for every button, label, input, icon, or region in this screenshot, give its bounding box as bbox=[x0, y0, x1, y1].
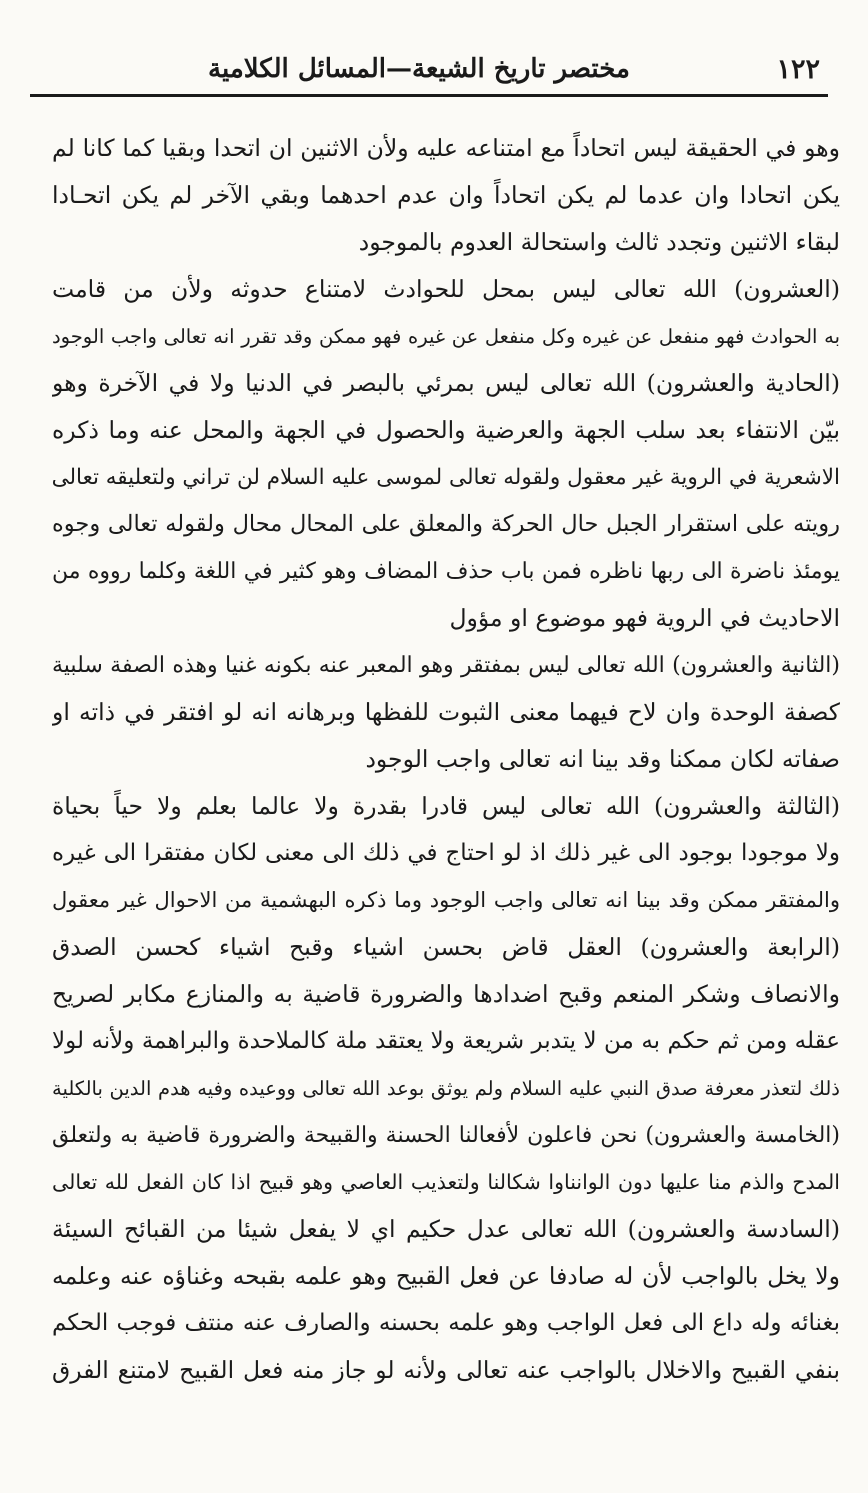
text-line: (السادسة والعشرون) الله تعالى عدل حكيم اي لا يفعل شيئا من القبائح السيئة bbox=[52, 1215, 840, 1243]
text-line: رويته على استقرار الجبل حال الحركة والمعلق على المحال محال ولقوله تعالى وجوه bbox=[52, 511, 840, 537]
text-line: (الثالثة والعشرون) الله تعالى ليس قادرا بقدرة ولا عالما بعلم ولا حياً بحياة bbox=[52, 792, 840, 820]
header-rule bbox=[30, 94, 828, 97]
text-line: به الحوادث فهو منفعل عن غيره وكل منفعل عن غيره فهو ممكن وقد تقرر انه تعالى واجب الوجود bbox=[52, 325, 840, 348]
text-line: (الرابعة والعشرون) العقل قاض بحسن اشياء وقبح اشياء كحسن الصدق bbox=[52, 933, 840, 961]
text-line: يومئذ ناضرة الى ربها ناظره فمن باب حذف المضاف وهو كثير في اللغة وكلما رووه من bbox=[52, 559, 840, 584]
running-title: مختصر تاريخ الشيعة—المسائل الكلامية bbox=[208, 54, 630, 84]
text-line: والمفتقر ممكن وقد بينا انه تعالى واجب الوجود وما ذكره البهشمية من الاحوال غير معقول bbox=[52, 888, 840, 912]
text-line: بغنائه وله داع الى فعل الواجب وهو علمه بحسنه والصارف عنه منتف فوجب الحكم bbox=[52, 1310, 840, 1336]
text-line: (الثانية والعشرون) الله تعالى ليس بمفتقر وهو المعبر عنه بكونه غنيا وهذه الصفة سلبية bbox=[52, 653, 840, 678]
text-line: وهو في الحقيقة ليس اتحاداً مع امتناعه عليه ولأن الاثنين ان اتحدا وبقيا كما كانا لم bbox=[52, 134, 840, 162]
text-line: الاحاديث في الروية فهو موضوع او مؤول bbox=[449, 604, 840, 632]
page-number: ١٢٢ bbox=[776, 54, 820, 85]
text-line: (العشرون) الله تعالى ليس بمحل للحوادث لامتناع حدوثه ولأن من قامت bbox=[52, 275, 840, 303]
text-line: الاشعرية في الروية غير معقول ولقوله تعالى لموسى عليه السلام لن تراني ولتعليقه تعالى bbox=[52, 465, 840, 490]
text-line: ولا يخل بالواجب لأن له صادفا عن فعل القبيح وهو علمه بقبحه وغناؤه عنه وعلمه bbox=[52, 1262, 840, 1290]
text-line: (الحادية والعشرون) الله تعالى ليس بمرئي بالبصر في الدنيا ولا في الآخرة وهو bbox=[52, 369, 840, 397]
text-line: والانصاف وشكر المنعم وقبح اضدادها والضرورة قاضية به والمنازع مكابر لصريح bbox=[52, 980, 840, 1008]
text-line: عقله ومن ثم حكم به من لا يتدبر شريعة ولا يعتقد ملة كالملاحدة والبراهمة ولأنه لولا bbox=[52, 1028, 840, 1054]
text-line: كصفة الوحدة وان لاح فيهما معنى الثبوت للفظها وبرهانه انه لو افتقر في ذاته او bbox=[52, 698, 840, 726]
page-header bbox=[30, 48, 830, 92]
text-line: صفاته لكان ممكنا وقد بينا انه تعالى واجب الوجود bbox=[365, 745, 840, 773]
text-line: ولا موجودا بوجود الى غير ذلك اذ لو احتاج في ذلك الى معنى لكان مفتقرا الى غيره bbox=[52, 840, 840, 866]
text-line: (الخامسة والعشرون) نحن فاعلون لأفعالنا الحسنة والقبيحة والضرورة قاضية به ولتعلق bbox=[52, 1123, 840, 1148]
text-line: بيّن الانتفاء بعد سلب الجهة والعرضية والحصول في الجهة والمحل عنه وما ذكره bbox=[52, 416, 840, 444]
text-line: يكن اتحادا وان عدما لم يكن اتحاداً وان عدم احدهما وبقي الآخر لم يكن اتحـادا bbox=[52, 181, 840, 209]
text-line: بنفي القبيح والاخلال بالواجب عنه تعالى ولأنه لو جاز منه فعل القبيح لامتنع الفرق bbox=[52, 1356, 840, 1384]
text-line: المدح والذم منا عليها دون الوانناوا شكالنا ولتعذيب العاصي وهو قبيح اذا كان الفعل لله تعالى bbox=[52, 1170, 840, 1194]
body-text bbox=[52, 125, 840, 1394]
text-line: ذلك لتعذر معرفة صدق النبي عليه السلام ولم يوثق بوعد الله تعالى ووعيده وفيه هدم الدين بالكلية bbox=[52, 1077, 840, 1100]
text-line: لبقاء الاثنين وتجدد ثالث واستحالة العدوم بالموجود bbox=[358, 228, 840, 256]
